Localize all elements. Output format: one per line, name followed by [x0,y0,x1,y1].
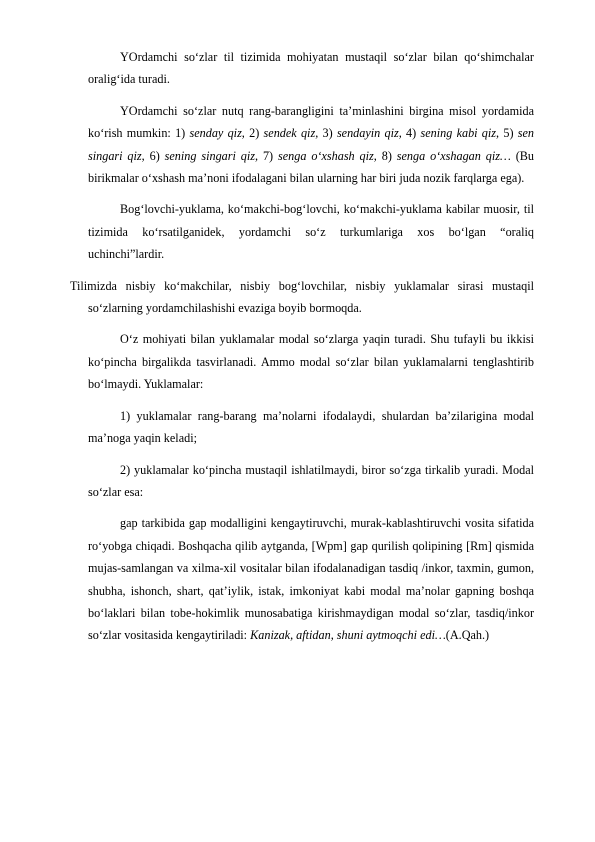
paragraph-8 [88,512,534,646]
text-run: 2) [244,126,264,141]
paragraph-5: O‘z mohiyati bilan yuklamalar modal so‘zlarga yaqin turadi. Shu tufayli bu ikkisi ko‘pincha birgalikda tasvirlanadi. Ammo modal so‘zlar bilan yuklamalarni tenglashtirib bo‘lmaydi. Yuklamalar: [88,332,534,392]
italic-example: Kanizak, aftidan, shuni aytmoqchi edi… [250,628,446,643]
text-run: 6) [144,148,165,163]
italic-example: senga o‘xshagan qiz… [396,148,511,163]
paragraph-6: 1) yuklamalar rang-barang ma’nolarni ifodalaydi, shulardan ba’zilarigina modal ma’noga yaqin keladi; [88,408,534,446]
paragraph-4: Tilimizda nisbiy ko‘makchilar, nisbiy bog‘lovchilar, nisbiy yuklamalar sirasi mustaqil so‘zlarning yordamchilashishi evaziga boyib bormoqda. [70,278,534,316]
italic-example: senga o‘xshash qiz, [278,148,377,163]
italic-example: sendek qiz, [263,126,319,141]
text-run: 3) [318,126,337,141]
italic-example: sening kabi qiz, [420,126,500,141]
text-run: YOrdamchi so‘zlar nutq rang-barangligini ta’minlashini birgina misol yordamida ko‘rish mumkin: 1) [88,103,534,141]
paragraph-1: YOrdamchi so‘zlar til tizimida mohiyatan mustaqil so‘zlar bilan qo‘shimchalar oralig‘ida turadi. [88,50,534,87]
paragraph-3: Bog‘lovchi-yuklama, ko‘makchi-bog‘lovchi, ko‘makchi-yuklama kabilar muosir, til tizimida ko‘rsatilganidek, yordamchi so‘z turkumlariga xos bo‘lgan “oraliq uchinchi”lardir. [88,202,534,262]
paragraph-2 [88,100,534,190]
italic-example: sening singari qiz, [164,148,259,163]
italic-example: sen singari qiz, [88,126,535,163]
text-run: (A.Qah.) [445,628,490,643]
text-run: 8) [376,148,397,163]
document-body [70,46,535,656]
text-run: (Bu birikmalar o‘xshash ma’noni ifodalagani bilan ularning har biri juda nozik farqlarga ega). [88,148,534,186]
paragraph-7: 2) yuklamalar ko‘pincha mustaqil ishlatilmaydi, biror so‘zga tirkalib yuradi. Modal so‘zlar esa: [88,462,534,499]
text-run: 7) [258,148,278,163]
text-run: 5) [499,126,518,141]
italic-example: senday qiz, [189,126,245,141]
italic-example: sendayin qiz, [336,126,402,141]
text-run: gap tarkibida gap modalligini kengaytiruvchi, murak-kablashtiruvchi vosita sifatida ro‘yobga chiqadi. Boshqacha qilib aytganda, [Wpm] gap qurilish qolipining [Rm] qismida mujas-samlangan va xilma-xil vositalar bilan ifodalanadigan tasdiq /inkor, taxmin, gumon, shubha, ishonch, shart, qat’iylik, istak, imkoniyat kabi modal ma’nolar gapning boshqa bo‘laklari bilan tobe-hokimlik munosabatiga kirishmaydigan modal so‘zlar, tasdiq/inkor so‘zlar vositasida kengaytiriladi: [88,516,534,643]
text-run: 4) [401,126,421,141]
